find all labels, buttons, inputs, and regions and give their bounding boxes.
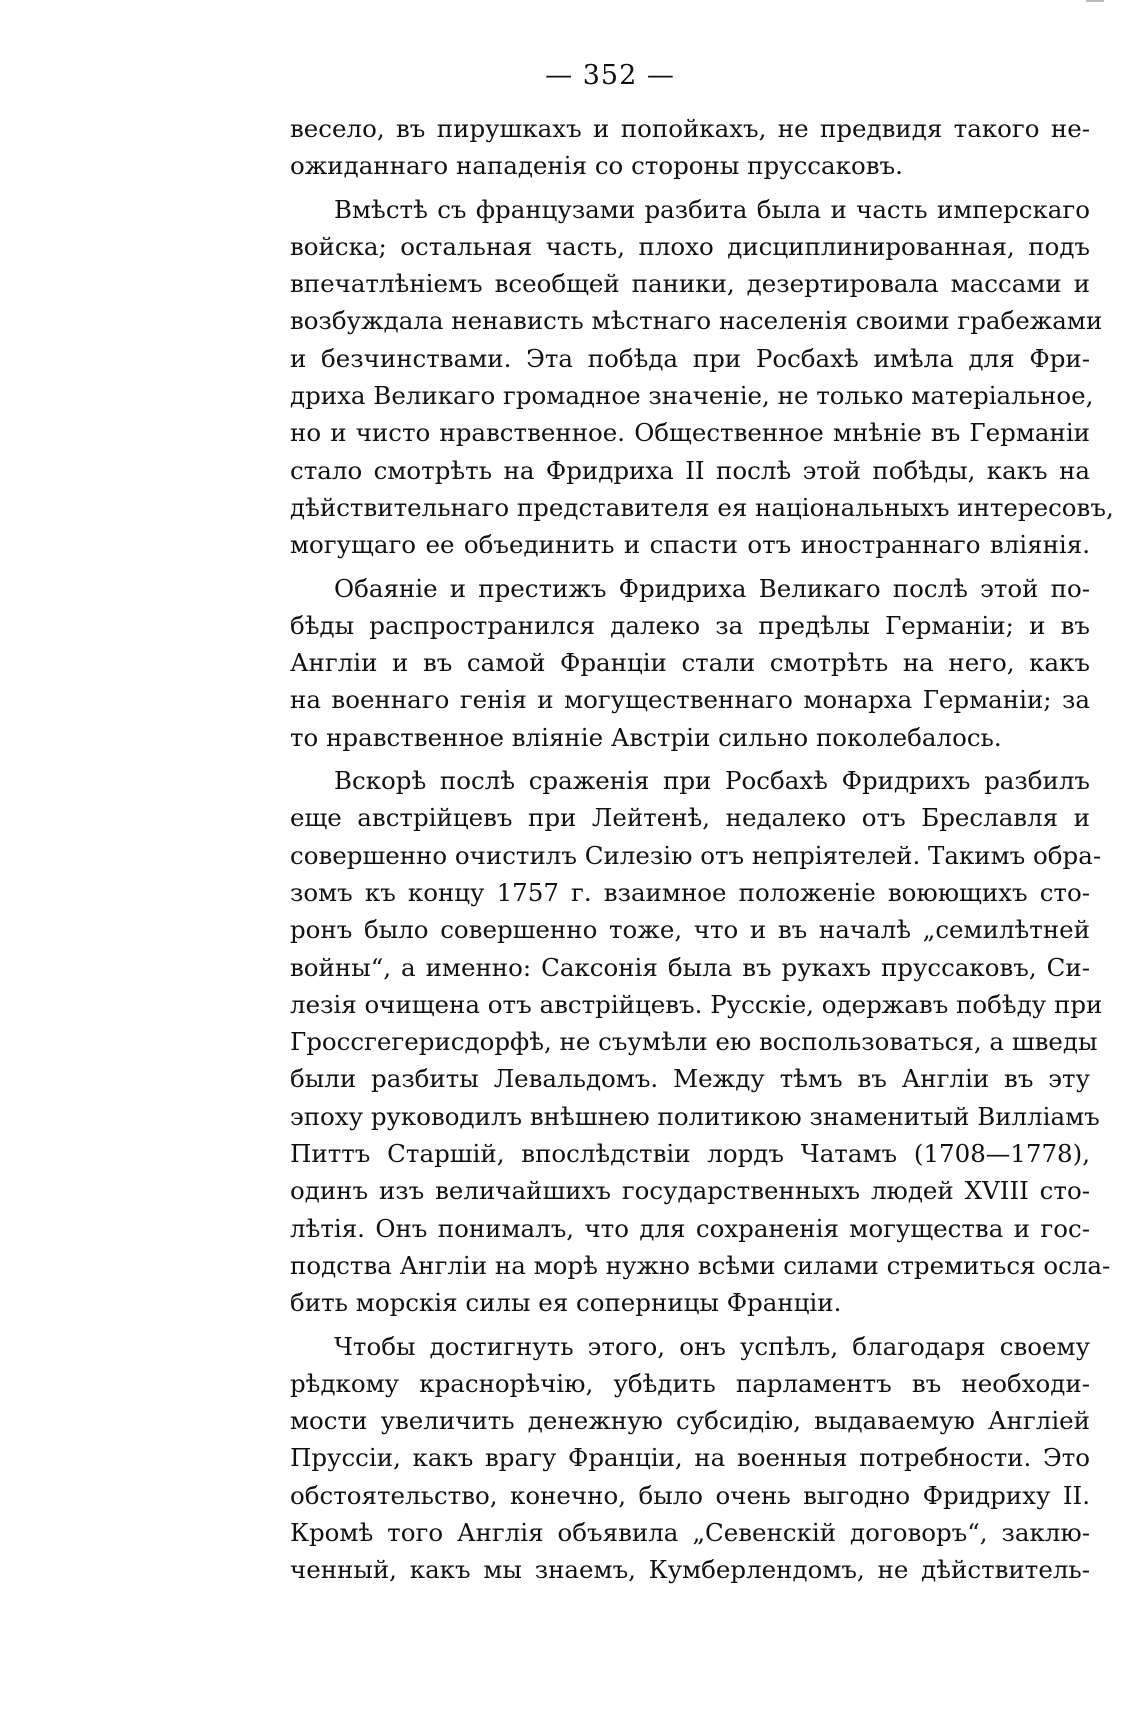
- paragraph: [290, 110, 1090, 185]
- text-line: бить морскія силы ея соперницы Франціи.: [290, 1288, 842, 1318]
- paragraph: [290, 762, 1111, 1321]
- text-line: ченный, какъ мы знаемъ, Кумберлендомъ, не дѣйствитель-: [290, 1555, 1090, 1585]
- text-line: войска; остальная часть, плохо дисциплинированная, подъ: [290, 231, 1090, 261]
- paragraph: [290, 191, 1114, 564]
- text-line: эпоху руководилъ внѣшнею политикою знаменитый Вилліамъ: [290, 1101, 1100, 1131]
- text-line: но и чисто нравственное. Общественное мнѣніе въ Германіи: [290, 418, 1090, 448]
- text-line: на военнаго генія и могущественнаго монарха Германіи; за: [290, 685, 1090, 715]
- paragraph: [290, 570, 1090, 756]
- text-line: зомъ къ концу 1757 г. взаимное положеніе воюющихъ сто-: [290, 877, 1090, 907]
- page-text: [290, 110, 1114, 1589]
- text-line: еще австрійцевъ при Лейтенѣ, недалеко отъ Бреславля и: [290, 803, 1090, 833]
- text-line: бѣды распространился далеко за предѣлы Германіи; и въ: [290, 610, 1090, 640]
- text-line: Гроссгегерисдорфѣ, не съумѣли ею воспользоваться, а шведы: [290, 1027, 1098, 1057]
- text-line: подства Англіи на морѣ нужно всѣми силами стремиться осла-: [290, 1250, 1111, 1280]
- text-line: Питтъ Старшій, впослѣдствіи лордъ Чатамъ (1708—1778),: [290, 1139, 1090, 1169]
- text-line: ронъ было совершенно тоже, что и въ началѣ „семилѣтней: [290, 915, 1090, 945]
- text-line: Вскорѣ послѣ сраженія при Росбахѣ Фридрихъ разбилъ: [334, 766, 1090, 796]
- text-line: возбуждала ненависть мѣстнаго населенія своими грабежами: [290, 306, 1103, 336]
- text-line: Вмѣстѣ съ французами разбита была и часть имперскаго: [334, 194, 1090, 224]
- text-line: одинъ изъ величайшихъ государственныхъ людей XVIII сто-: [290, 1176, 1090, 1206]
- text-line: войны“, а именно: Саксонія была въ рукахъ пруссаковъ, Си-: [290, 952, 1090, 982]
- text-line: то нравственное вліяніе Австріи сильно поколебалось.: [290, 722, 1002, 752]
- text-line: Пруссіи, какъ врагу Франціи, на военныя потребности. Это: [290, 1443, 1090, 1473]
- text-line: Чтобы достигнуть этого, онъ успѣлъ, благодаря своему: [334, 1331, 1090, 1361]
- text-line: лѣтія. Онъ понималъ, что для сохраненія могущества и гос-: [290, 1213, 1090, 1243]
- text-line: Англіи и въ самой Франціи стали смотрѣть на него, какъ: [290, 648, 1090, 678]
- text-line: Кромѣ того Англія объявила „Севенскій договоръ“, заклю-: [290, 1517, 1090, 1547]
- text-line: дриха Великаго громадное значеніе, не только матеріальное,: [290, 381, 1094, 411]
- text-line: совершенно очистилъ Силезію отъ непріятелей. Такимъ обра-: [290, 840, 1102, 870]
- text-line: и безчинствами. Эта побѣда при Росбахѣ имѣла для Фри-: [290, 343, 1090, 373]
- text-line: Обаяніе и престижъ Фридриха Великаго послѣ этой по-: [334, 573, 1090, 603]
- text-line: лезія очищена отъ австрійцевъ. Русскіе, одержавъ побѣду при: [290, 989, 1103, 1019]
- text-line: обстоятельство, конечно, было очень выгодно Фридриху II.: [290, 1480, 1090, 1510]
- text-line: ожиданнаго нападенія со стороны пруссаковъ.: [290, 151, 903, 181]
- text-line: могущаго ее объединить и спасти отъ иностраннаго вліянія.: [290, 530, 1090, 560]
- text-line: стало смотрѣть на Фридриха II послѣ этой побѣды, какъ на: [290, 455, 1090, 485]
- text-line: весело, въ пирушкахъ и попойкахъ, не предвидя такого не-: [290, 114, 1090, 143]
- scan-edge-mark: [1086, 0, 1104, 2]
- text-line: впечатлѣніемъ всеобщей паники, дезертировала массами и: [290, 269, 1090, 299]
- text-line: дѣйствительнаго представителя ея національныхъ интересовъ,: [290, 492, 1114, 522]
- text-line: мости увеличить денежную субсидію, выдаваемую Англіей: [290, 1406, 1090, 1436]
- page-number: — 352 —: [545, 60, 675, 91]
- paragraph: [290, 1328, 1090, 1589]
- text-line: рѣдкому краснорѣчію, убѣдить парламентъ въ необходи-: [290, 1368, 1090, 1398]
- text-line: были разбиты Левальдомъ. Между тѣмъ въ Англіи въ эту: [290, 1064, 1090, 1094]
